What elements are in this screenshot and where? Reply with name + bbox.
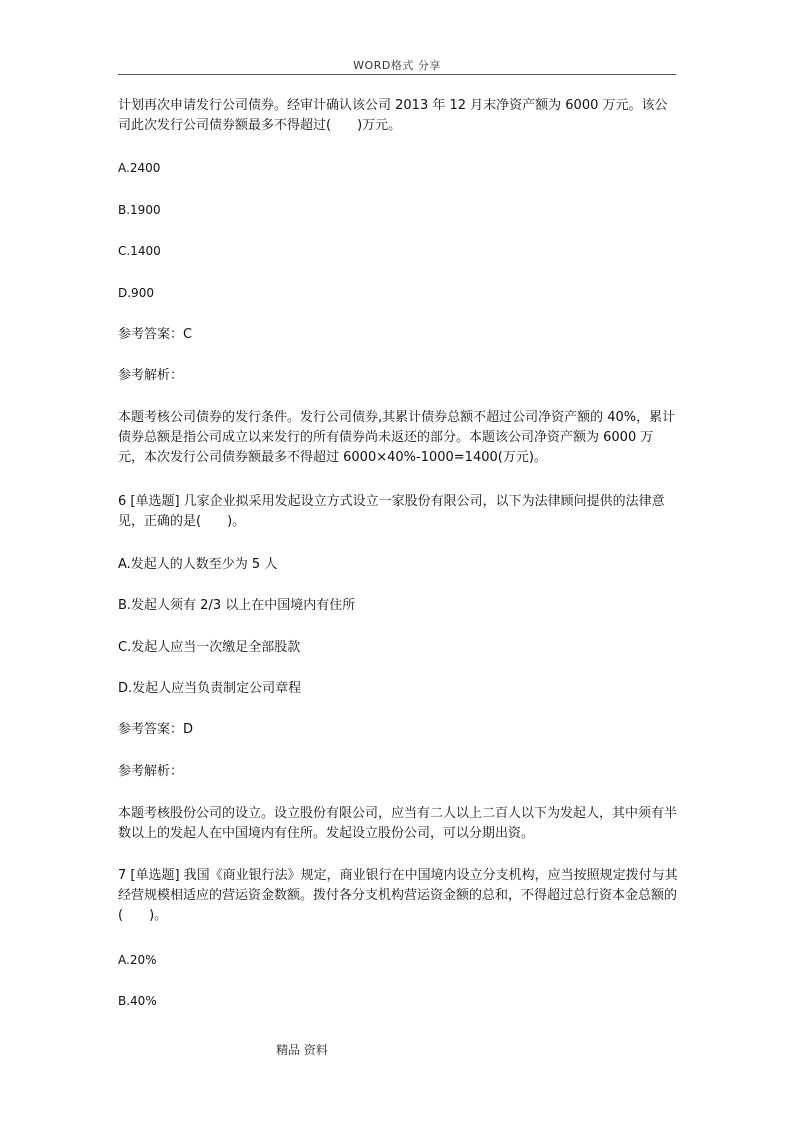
question-7-stem: 7 [单选题] 我国《商业银行法》规定，商业银行在中国境内设立分支机构，应当按照规定拨付与其经营规模相适应的营运资金数额。拨付各分支机构营运资金额的总和，不得超过总行资本金总额的( )。 <box>118 868 678 923</box>
q6-option-c: C.发起人应当一次缴足全部股款 <box>118 640 301 655</box>
option-b: B.1900 <box>118 203 161 217</box>
page-footer: 精品 资料 <box>276 1043 328 1057</box>
option-a: A.2400 <box>118 161 161 175</box>
q6-option-b: B.发起人须有 2/3 以上在中国境内有住所 <box>118 598 356 613</box>
question-stem-continued: 计划再次申请发行公司债券。经审计确认该公司 2013 年 12 月末净资产额为 6000 万元。该公司此次发行公司债券额最多不得超过( )万元。 <box>118 98 668 133</box>
q7-option-a: A.20% <box>118 953 157 967</box>
header-divider <box>118 74 676 75</box>
q7-option-b: B.40% <box>118 994 157 1008</box>
q6-answer-label: 参考答案：D <box>118 722 194 737</box>
analysis-text: 本题考核公司债券的发行条件。发行公司债券,其累计债券总额不超过公司净资产额的 40%，累计债券总额是指公司成立以来发行的所有债券尚未返还的部分。本题该公司净资产额为 6000 万元，本次发行公司债券额最多不得超过 6000×40%-1000=1400(万元)。 <box>118 410 676 465</box>
page-header: WORD格式 分享 <box>353 59 441 72</box>
q6-option-a: A.发起人的人数至少为 5 人 <box>118 557 278 572</box>
analysis-label: 参考解析： <box>118 368 184 383</box>
option-d: D.900 <box>118 286 154 300</box>
option-c: C.1400 <box>118 244 161 258</box>
answer-label: 参考答案：C <box>118 327 193 342</box>
question-6-stem: 6 [单选题] 几家企业拟采用发起设立方式设立一家股份有限公司，以下为法律顾问提供的法律意见，正确的是( )。 <box>118 494 665 529</box>
q6-analysis-text: 本题考核股份公司的设立。设立股份有限公司，应当有二人以上二百人以下为发起人，其中须有半数以上的发起人在中国境内有住所。发起设立股份公司，可以分期出资。 <box>118 806 678 841</box>
q6-analysis-label: 参考解析： <box>118 764 184 779</box>
q6-option-d: D.发起人应当负责制定公司章程 <box>118 681 302 696</box>
